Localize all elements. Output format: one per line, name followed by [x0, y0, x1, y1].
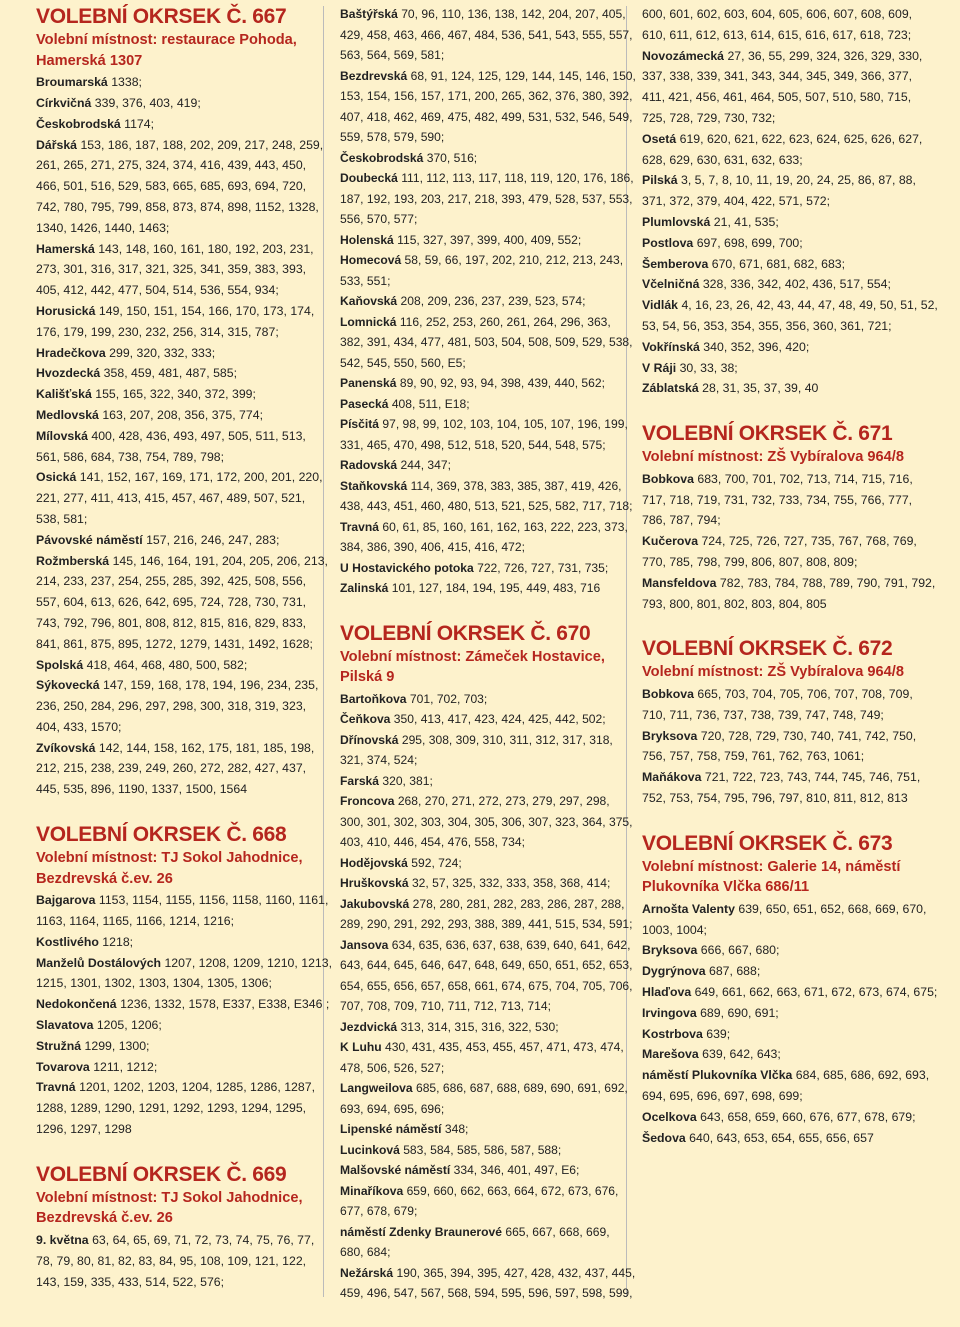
- house-numbers: 697, 698, 699, 700;: [696, 235, 803, 250]
- street-entry: [642, 531, 938, 573]
- street-name: Záblatská: [642, 381, 699, 396]
- house-numbers: 1201, 1202, 1203, 1204, 1285, 1286, 1287, 1288, 1289, 1290, 1291, 1292, 1293, 1294, 1295, 1296, 1297, 1298: [36, 1080, 315, 1137]
- house-numbers: 320, 381;: [382, 773, 433, 788]
- street-name: náměstí Zdenky Braunerové: [340, 1224, 502, 1239]
- street-entry: [642, 1024, 938, 1045]
- street-name: Postlova: [642, 235, 694, 250]
- house-numbers: 583, 584, 585, 586, 587, 588;: [403, 1142, 562, 1157]
- street-entry: [340, 873, 636, 894]
- street-entry: [642, 337, 938, 358]
- house-numbers: 89, 90, 92, 93, 94, 398, 439, 440, 562;: [399, 376, 605, 390]
- district-section: [340, 621, 636, 1304]
- street-name: Hvozdecká: [36, 366, 101, 381]
- house-numbers: 684, 685, 686, 692, 693, 694, 695, 696, 697, 698, 699;: [642, 1068, 930, 1104]
- district-continuation: [642, 4, 938, 399]
- house-numbers: 1153, 1154, 1155, 1156, 1158, 1160, 1161, 1163, 1164, 1165, 1166, 1214, 1216;: [36, 893, 329, 929]
- district-section: [36, 1162, 332, 1293]
- street-name: Kališťská: [36, 387, 92, 402]
- house-numbers: 30, 33, 38;: [679, 360, 738, 375]
- district-continuation: [340, 4, 636, 599]
- house-numbers: 27, 36, 55, 299, 324, 326, 329, 330, 337, 338, 339, 341, 343, 344, 345, 349, 366, 377, 411, 421, 456, 461, 464, 505, 507, 510, 580, 715, 725, 728, 729, 730, 732;: [642, 48, 923, 125]
- street-name: Minaříkova: [340, 1183, 404, 1198]
- street-name: Mansfeldova: [642, 575, 717, 590]
- street-name: Jansova: [340, 937, 389, 952]
- house-numbers: 430, 431, 435, 453, 455, 457, 471, 473, 474, 478, 506, 526, 527;: [340, 1040, 624, 1075]
- house-numbers: 600, 601, 602, 603, 604, 605, 606, 607, 608, 609, 610, 611, 612, 613, 614, 615, 616, 617, 618, 723;: [642, 7, 913, 42]
- street-name: Zvíkovská: [36, 740, 96, 755]
- street-name: Hlaďova: [642, 985, 692, 1000]
- street-name: Panenská: [340, 376, 397, 390]
- house-numbers: 639, 642, 643;: [702, 1047, 781, 1062]
- street-name: Nežárská: [340, 1265, 394, 1280]
- street-name: Českobrodská: [340, 150, 424, 165]
- street-entry: [36, 994, 332, 1015]
- street-name: Osetá: [642, 131, 677, 146]
- street-entry: [340, 414, 636, 455]
- street-name: Osická: [36, 470, 77, 485]
- street-name: Hodějovská: [340, 855, 408, 870]
- street-entry: [340, 4, 636, 66]
- street-entry: [340, 291, 636, 312]
- street-name: Tovarova: [36, 1059, 90, 1074]
- house-numbers: 28, 31, 35, 37, 39, 40: [702, 381, 819, 396]
- street-name: Froncova: [340, 794, 395, 809]
- street-name: Homecová: [340, 253, 402, 267]
- house-numbers: 1218;: [102, 934, 134, 949]
- street-entry: [642, 1065, 938, 1107]
- street-name: K Luhu: [340, 1040, 382, 1055]
- street-entry: [642, 1044, 938, 1065]
- house-numbers: 370, 516;: [426, 150, 478, 165]
- street-name: Lucinková: [340, 1142, 400, 1157]
- polling-station: Volební místnost: Zámeček Hostavice, Pilská 9: [340, 648, 605, 686]
- street-entry: [36, 135, 332, 239]
- street-entry: [36, 1015, 332, 1036]
- street-name: Mílovská: [36, 428, 88, 443]
- house-numbers: 640, 643, 653, 654, 655, 656, 657: [689, 1130, 874, 1145]
- street-entry: [36, 239, 332, 301]
- house-numbers: 665, 703, 704, 705, 706, 707, 708, 709, 710, 711, 736, 737, 738, 739, 747, 748, 749;: [642, 686, 913, 722]
- house-numbers: 724, 725, 726, 727, 735, 767, 768, 769, 770, 785, 798, 799, 806, 807, 808, 809;: [642, 534, 917, 569]
- street-name: Novozámecká: [642, 48, 725, 63]
- district-section: [642, 421, 938, 614]
- street-entry: [340, 689, 636, 710]
- district-title: VOLEBNÍ OKRSEK Č. 668: [36, 823, 287, 847]
- street-entry: [340, 1037, 636, 1078]
- street-entry: [642, 1128, 938, 1149]
- house-numbers: 4, 16, 23, 26, 42, 43, 44, 47, 48, 49, 50, 51, 52, 53, 54, 56, 353, 354, 355, 356, 360, 361, 721;: [642, 298, 938, 333]
- street-entry: [340, 517, 636, 558]
- district-section: [642, 831, 938, 1149]
- house-numbers: 334, 346, 401, 497, E6;: [453, 1163, 580, 1178]
- street-entry: [642, 1107, 938, 1128]
- house-numbers: 592, 724;: [411, 855, 462, 870]
- street-name: Vokřínská: [642, 339, 700, 354]
- street-name: U Hostavického potoka: [340, 560, 474, 575]
- street-name: Lomnická: [340, 314, 397, 329]
- street-entry: [36, 551, 332, 655]
- street-entry: [36, 738, 332, 800]
- house-numbers: 683, 700, 701, 702, 713, 714, 715, 716, 717, 718, 719, 731, 732, 733, 734, 755, 766, 777, 786, 787, 794;: [642, 471, 913, 528]
- house-numbers: 68, 91, 124, 125, 129, 144, 145, 146, 150, 153, 154, 156, 157, 171, 200, 265, 362, 376, 380, 392, 407, 418, 462, 469, 475, 482, 499, 531, 532, 546, 549, 559, 578, 579, 590;: [340, 68, 636, 144]
- street-name: Šemberova: [642, 256, 709, 271]
- street-entry: [340, 894, 636, 935]
- street-entry: [36, 530, 332, 551]
- district-title: VOLEBNÍ OKRSEK Č. 672: [642, 637, 893, 661]
- street-name: Malšovské náměstí: [340, 1163, 451, 1178]
- street-name: Bryksova: [642, 943, 698, 958]
- street-name: Písčitá: [340, 417, 379, 431]
- street-entry: [340, 771, 636, 792]
- house-numbers: 101, 127, 184, 194, 195, 449, 483, 716: [391, 581, 601, 595]
- street-entry: [642, 726, 938, 768]
- house-numbers: 32, 57, 325, 332, 333, 358, 368, 414;: [411, 876, 611, 891]
- house-numbers: 340, 352, 396, 420;: [703, 339, 810, 354]
- house-numbers: 1174;: [124, 116, 155, 131]
- house-numbers: 1338;: [111, 75, 142, 90]
- street-entry: [36, 932, 332, 953]
- house-numbers: 687, 688;: [708, 964, 761, 979]
- street-name: Kostlivého: [36, 934, 99, 949]
- street-entry: [36, 890, 332, 932]
- house-numbers: 21, 41, 535;: [713, 214, 779, 229]
- street-entry: [36, 1036, 332, 1057]
- street-entry: [340, 1017, 636, 1038]
- street-name: Marešova: [642, 1047, 699, 1062]
- house-numbers: 339, 376, 403, 419;: [94, 95, 201, 110]
- polling-station: Volební místnost: restaurace Pohoda, Hamerská 1307: [36, 32, 297, 69]
- street-entry: [340, 1181, 636, 1222]
- street-entry: [340, 168, 636, 230]
- street-name: Manželů Dostálových: [36, 955, 162, 970]
- house-numbers: 701, 702, 703;: [409, 691, 488, 706]
- street-entry: [36, 655, 332, 676]
- house-numbers: 114, 369, 378, 383, 385, 387, 419, 426, 438, 443, 451, 460, 480, 513, 521, 525, 582, 717, 718;: [340, 478, 633, 513]
- house-numbers: 142, 144, 158, 162, 175, 181, 185, 198, 212, 215, 238, 239, 249, 260, 272, 282, 427, 437, 445, 535, 896, 1190, 1337, 1500, 1564: [36, 740, 315, 797]
- house-numbers: 3, 5, 7, 8, 10, 11, 19, 20, 24, 25, 86, 87, 88, 371, 372, 379, 404, 422, 571, 572;: [642, 173, 916, 209]
- street-name: Kostrbova: [642, 1026, 703, 1041]
- street-name: Včelničná: [642, 277, 700, 292]
- house-numbers: 58, 59, 66, 197, 202, 210, 212, 213, 243, 533, 551;: [340, 253, 624, 288]
- street-name: Sýkovecká: [36, 678, 100, 693]
- street-name: Dřínovská: [340, 732, 399, 747]
- house-numbers: 665, 667, 668, 669, 680, 684;: [340, 1224, 610, 1260]
- street-entry: [36, 93, 332, 114]
- street-name: Medlovská: [36, 407, 99, 422]
- street-name: Farská: [340, 773, 379, 788]
- house-numbers: 639, 650, 651, 652, 668, 669, 670, 1003, 1004;: [642, 901, 927, 937]
- house-numbers: 1236, 1332, 1578, E337, E338, E346 ;: [120, 997, 330, 1012]
- street-name: Kučerova: [642, 534, 699, 549]
- street-name: Dářská: [36, 137, 78, 152]
- street-name: Bezdrevská: [340, 68, 408, 83]
- street-entry: [642, 684, 938, 726]
- house-numbers: 782, 783, 784, 788, 789, 790, 791, 792, 793, 800, 801, 802, 803, 804, 805: [642, 575, 936, 611]
- street-name: Lipenské náměstí: [340, 1122, 442, 1137]
- house-numbers: 278, 280, 281, 282, 283, 286, 287, 288, 289, 290, 291, 292, 293, 388, 389, 441, 515, 534, 591;: [340, 896, 633, 932]
- house-numbers: 1211, 1212;: [93, 1059, 158, 1074]
- column-left: [36, 4, 332, 1292]
- street-name: Bryksova: [642, 728, 698, 743]
- street-entry: [36, 72, 332, 93]
- street-entry: [642, 212, 938, 233]
- street-entry: [340, 709, 636, 730]
- street-name: Šedova: [642, 1130, 686, 1145]
- house-numbers: 721, 722, 723, 743, 744, 745, 746, 751, 752, 753, 754, 795, 796, 797, 810, 811, 812, 813: [642, 770, 921, 805]
- house-numbers: 666, 667, 680;: [700, 943, 780, 958]
- street-entry: [36, 1057, 332, 1078]
- house-numbers: 147, 159, 168, 178, 194, 196, 234, 235, 236, 250, 284, 296, 297, 298, 300, 318, 319, 323, 404, 433, 1570;: [36, 678, 319, 734]
- street-entry: [340, 148, 636, 169]
- street-name: Církvičná: [36, 95, 92, 110]
- district-title: VOLEBNÍ OKRSEK Č. 667: [36, 5, 287, 28]
- street-entry: [642, 767, 938, 809]
- street-entry: [36, 426, 332, 468]
- street-name: Zalinská: [340, 581, 389, 595]
- street-entry: [340, 394, 636, 415]
- street-entry: [36, 467, 332, 529]
- column-right: [642, 4, 938, 1148]
- street-name: Bobkova: [642, 686, 694, 701]
- street-name: Travná: [340, 519, 379, 534]
- house-numbers: 639;: [706, 1026, 731, 1041]
- street-entry: [340, 791, 636, 853]
- street-entry: [340, 1222, 636, 1263]
- house-numbers: 299, 320, 332, 333;: [109, 345, 216, 360]
- street-name: Broumarská: [36, 75, 108, 90]
- street-name: Hamerská: [36, 241, 95, 256]
- house-numbers: 60, 61, 85, 160, 161, 162, 163, 222, 223, 373, 384, 386, 390, 406, 415, 416, 472;: [340, 519, 628, 554]
- street-entry: [642, 4, 938, 46]
- street-entry: [36, 363, 332, 384]
- polling-station: Volební místnost: ZŠ Vybíralova 964/8: [642, 664, 904, 681]
- house-numbers: 358, 459, 481, 487, 585;: [103, 366, 238, 381]
- house-numbers: 408, 511, E18;: [391, 396, 470, 411]
- street-entry: [36, 114, 332, 135]
- street-entry: [36, 343, 332, 364]
- house-numbers: 313, 314, 315, 316, 322, 530;: [400, 1019, 559, 1034]
- street-entry: [642, 1003, 938, 1024]
- street-name: Horusická: [36, 303, 96, 318]
- street-name: Pávovské náměstí: [36, 532, 143, 547]
- district-section: [36, 822, 332, 1140]
- street-entry: [642, 899, 938, 941]
- street-name: Nedokončená: [36, 997, 117, 1012]
- street-name: Českobrodská: [36, 116, 121, 131]
- street-entry: [642, 254, 938, 275]
- house-numbers: 97, 98, 99, 102, 103, 104, 105, 107, 196, 199, 331, 465, 470, 498, 512, 518, 520, 544, 548, 575;: [340, 417, 628, 452]
- street-name: Travná: [36, 1080, 76, 1095]
- street-entry: [340, 373, 636, 394]
- street-entry: [340, 312, 636, 374]
- street-name: Dygrýnova: [642, 964, 706, 979]
- street-name: Čeňkova: [340, 712, 391, 727]
- house-numbers: 418, 464, 468, 480, 500, 582;: [86, 657, 248, 672]
- house-numbers: 295, 308, 309, 310, 311, 312, 317, 318, 321, 374, 524;: [340, 732, 613, 768]
- street-entry: [642, 982, 938, 1003]
- street-name: Ocelkova: [642, 1109, 697, 1124]
- polling-station: Volební místnost: TJ Sokol Jahodnice, Bezdrevská č.ev. 26: [36, 1189, 303, 1227]
- house-numbers: 153, 186, 187, 188, 202, 209, 217, 248, 259, 261, 265, 271, 275, 324, 374, 416, 439, 443, 450, 466, 501, 516, 529, 583, 665, 685, 693, 694, 720, 742, 780, 795, 799, 858, 873, 874, 898, 1152, 1328, 1340, 1426, 1440, 1463;: [36, 137, 324, 235]
- street-entry: [642, 469, 938, 531]
- street-entry: [340, 1119, 636, 1140]
- house-numbers: 155, 165, 322, 340, 372, 399;: [95, 387, 256, 402]
- house-numbers: 70, 96, 110, 136, 138, 142, 204, 207, 405, 429, 458, 463, 466, 467, 484, 536, 541, 543, 555, 557, 563, 564, 569, 581;: [340, 7, 633, 62]
- street-entry: [36, 675, 332, 737]
- polling-station: Volební místnost: ZŠ Vybíralova 964/8: [642, 449, 904, 466]
- district-title: VOLEBNÍ OKRSEK Č. 669: [36, 1162, 287, 1186]
- house-numbers: 643, 658, 659, 660, 676, 677, 678, 679;: [700, 1109, 916, 1124]
- street-name: Langweilova: [340, 1081, 413, 1096]
- house-numbers: 400, 428, 436, 493, 497, 505, 511, 513, 561, 586, 684, 738, 754, 789, 798;: [36, 428, 306, 464]
- house-numbers: 659, 660, 662, 663, 664, 672, 673, 676, 677, 678, 679;: [340, 1183, 619, 1219]
- street-entry: [36, 405, 332, 426]
- street-entry: [340, 1263, 636, 1304]
- polling-station: Volební místnost: TJ Sokol Jahodnice, Bezdrevská č.ev. 26: [36, 850, 303, 887]
- street-name: Slavatova: [36, 1018, 94, 1033]
- district-section: [36, 4, 332, 800]
- district-section: [642, 636, 938, 808]
- house-numbers: 208, 209, 236, 237, 239, 523, 574;: [400, 294, 586, 308]
- street-entry: [642, 46, 938, 129]
- house-numbers: 649, 661, 662, 663, 671, 672, 673, 674, 675;: [694, 985, 938, 1000]
- street-name: Spolská: [36, 657, 84, 672]
- street-entry: [642, 573, 938, 615]
- street-entry: [340, 476, 636, 517]
- street-name: Staňkovská: [340, 478, 408, 493]
- street-name: Pasecká: [340, 396, 389, 411]
- house-numbers: 720, 728, 729, 730, 740, 741, 742, 750, 756, 757, 758, 759, 761, 762, 763, 1061;: [642, 728, 917, 764]
- street-name: náměstí Plukovníka Vlčka: [642, 1068, 793, 1083]
- street-entry: [340, 935, 636, 1017]
- street-entry: [340, 230, 636, 251]
- street-entry: [642, 295, 938, 337]
- house-numbers: 348;: [444, 1122, 469, 1137]
- column-middle: [340, 4, 636, 1304]
- street-entry: [340, 455, 636, 476]
- house-numbers: 149, 150, 151, 154, 166, 170, 173, 174, 176, 179, 199, 230, 232, 256, 314, 315, 787;: [36, 303, 315, 339]
- street-entry: [36, 301, 332, 343]
- street-entry: [36, 1077, 332, 1139]
- street-name: Kaňovská: [340, 294, 398, 308]
- house-numbers: 1205, 1206;: [96, 1018, 162, 1033]
- district-title: VOLEBNÍ OKRSEK Č. 673: [642, 831, 893, 855]
- street-entry: [642, 961, 938, 982]
- house-numbers: 157, 216, 246, 247, 283;: [146, 532, 280, 547]
- street-entry: [340, 66, 636, 148]
- house-numbers: 619, 620, 621, 622, 623, 624, 625, 626, 627, 628, 629, 630, 631, 632, 633;: [642, 131, 923, 167]
- house-numbers: 722, 726, 727, 731, 735;: [477, 560, 609, 575]
- house-numbers: 115, 327, 397, 399, 400, 409, 552;: [397, 232, 582, 247]
- house-numbers: 63, 64, 65, 69, 71, 72, 73, 74, 75, 76, 77, 78, 79, 80, 81, 82, 83, 84, 95, 108, 109, 121, 122, 143, 159, 335, 433, 514, 522, 576;: [36, 1233, 315, 1289]
- house-numbers: 244, 347;: [400, 458, 451, 472]
- street-entry: [340, 578, 636, 599]
- street-entry: [340, 1160, 636, 1181]
- house-numbers: 328, 336, 342, 402, 436, 517, 554;: [702, 277, 891, 292]
- house-numbers: 141, 152, 167, 169, 171, 172, 200, 201, 220, 221, 277, 411, 413, 415, 457, 467, 489, 507, 521, 538, 581;: [36, 470, 323, 526]
- street-entry: [340, 853, 636, 874]
- house-numbers: 1299, 1300;: [84, 1038, 150, 1053]
- street-entry: [36, 384, 332, 405]
- house-numbers: 116, 252, 253, 260, 261, 264, 296, 363, 382, 391, 434, 477, 481, 503, 504, 508, 509, 529, 538, 542, 545, 550, 560, E5;: [340, 314, 633, 370]
- street-entry: [36, 1230, 332, 1292]
- street-name: Bartoňkova: [340, 691, 407, 706]
- street-name: Vidlák: [642, 298, 679, 313]
- street-name: Stružná: [36, 1038, 82, 1053]
- street-name: Plumlovská: [642, 214, 711, 229]
- house-numbers: 634, 635, 636, 637, 638, 639, 640, 641, 642, 643, 644, 645, 646, 647, 648, 649, 650, 651, 652, 653, 654, 655, 656, 657, 658, 661, 674, 675, 704, 705, 706, 707, 708, 709, 710, 711, 712, 713, 714;: [340, 937, 633, 1014]
- street-entry: [642, 170, 938, 212]
- street-name: V Ráji: [642, 360, 677, 375]
- house-numbers: 163, 207, 208, 356, 375, 774;: [102, 407, 263, 422]
- street-name: 9. května: [36, 1233, 89, 1248]
- house-numbers: 670, 671, 681, 682, 683;: [711, 256, 846, 271]
- house-numbers: 111, 112, 113, 117, 118, 119, 120, 176, 186, 187, 192, 193, 203, 217, 218, 393, 479, 528, 537, 553, 556, 570, 577;: [340, 171, 634, 226]
- street-name: Doubecká: [340, 171, 398, 185]
- house-numbers: 190, 365, 394, 395, 427, 428, 432, 437, 445, 459, 496, 547, 567, 568, 594, 595, 596, 597, 598, 599,: [340, 1265, 636, 1301]
- street-name: Hradečkova: [36, 345, 106, 360]
- district-title: VOLEBNÍ OKRSEK Č. 671: [642, 422, 893, 446]
- street-name: Maňákova: [642, 770, 702, 785]
- street-entry: [642, 274, 938, 295]
- street-name: Baštýřská: [340, 7, 398, 21]
- street-entry: [340, 730, 636, 771]
- street-entry: [642, 940, 938, 961]
- house-numbers: 268, 270, 271, 272, 273, 279, 297, 298, 300, 301, 302, 303, 304, 305, 306, 307, 323, 364, 375, 403, 410, 446, 454, 476, 558, 734;: [340, 794, 633, 850]
- street-entry: [340, 558, 636, 579]
- street-name: Bajgarova: [36, 893, 96, 908]
- street-name: Holenská: [340, 232, 394, 247]
- polling-station: Volební místnost: Galerie 14, náměstí Plukovníka Vlčka 686/11: [642, 858, 901, 896]
- street-entry: [642, 129, 938, 171]
- house-numbers: 685, 686, 687, 688, 689, 690, 691, 692, 693, 694, 695, 696;: [340, 1081, 628, 1116]
- district-title: VOLEBNÍ OKRSEK Č. 670: [340, 621, 591, 645]
- street-name: Bobkova: [642, 471, 694, 486]
- house-numbers: 145, 146, 164, 191, 204, 205, 206, 213, 214, 233, 237, 254, 255, 285, 392, 425, 508, 556, 557, 604, 613, 626, 642, 695, 724, 728, 730, 731, 743, 792, 796, 801, 808, 812, 815, 816, 829, 833, 841, 861, 875, 895, 1272, 1279, 1431, 1492, 1628;: [36, 553, 328, 651]
- street-entry: [642, 358, 938, 379]
- street-name: Hruškovská: [340, 876, 409, 891]
- street-name: Jezdvická: [340, 1019, 398, 1034]
- street-entry: [340, 1078, 636, 1119]
- house-numbers: 350, 413, 417, 423, 424, 425, 442, 502;: [393, 712, 606, 727]
- street-entry: [340, 250, 636, 291]
- street-name: Radovská: [340, 458, 398, 472]
- house-numbers: 1207, 1208, 1209, 1210, 1213, 1215, 1301, 1302, 1303, 1304, 1305, 1306;: [36, 955, 332, 991]
- house-numbers: 689, 690, 691;: [700, 1005, 779, 1020]
- street-name: Rožmberská: [36, 553, 110, 568]
- street-name: Irvingova: [642, 1005, 697, 1020]
- street-entry: [642, 378, 938, 399]
- street-name: Arnošta Valenty: [642, 901, 735, 916]
- house-numbers: 143, 148, 160, 161, 180, 192, 203, 231, 273, 301, 316, 317, 321, 325, 341, 359, 383, 393, 405, 412, 442, 477, 504, 514, 536, 554, 934;: [36, 241, 314, 298]
- street-entry: [36, 953, 332, 995]
- street-entry: [340, 1140, 636, 1161]
- street-name: Jakubovská: [340, 896, 410, 911]
- street-entry: [642, 233, 938, 254]
- street-name: Pilská: [642, 173, 678, 188]
